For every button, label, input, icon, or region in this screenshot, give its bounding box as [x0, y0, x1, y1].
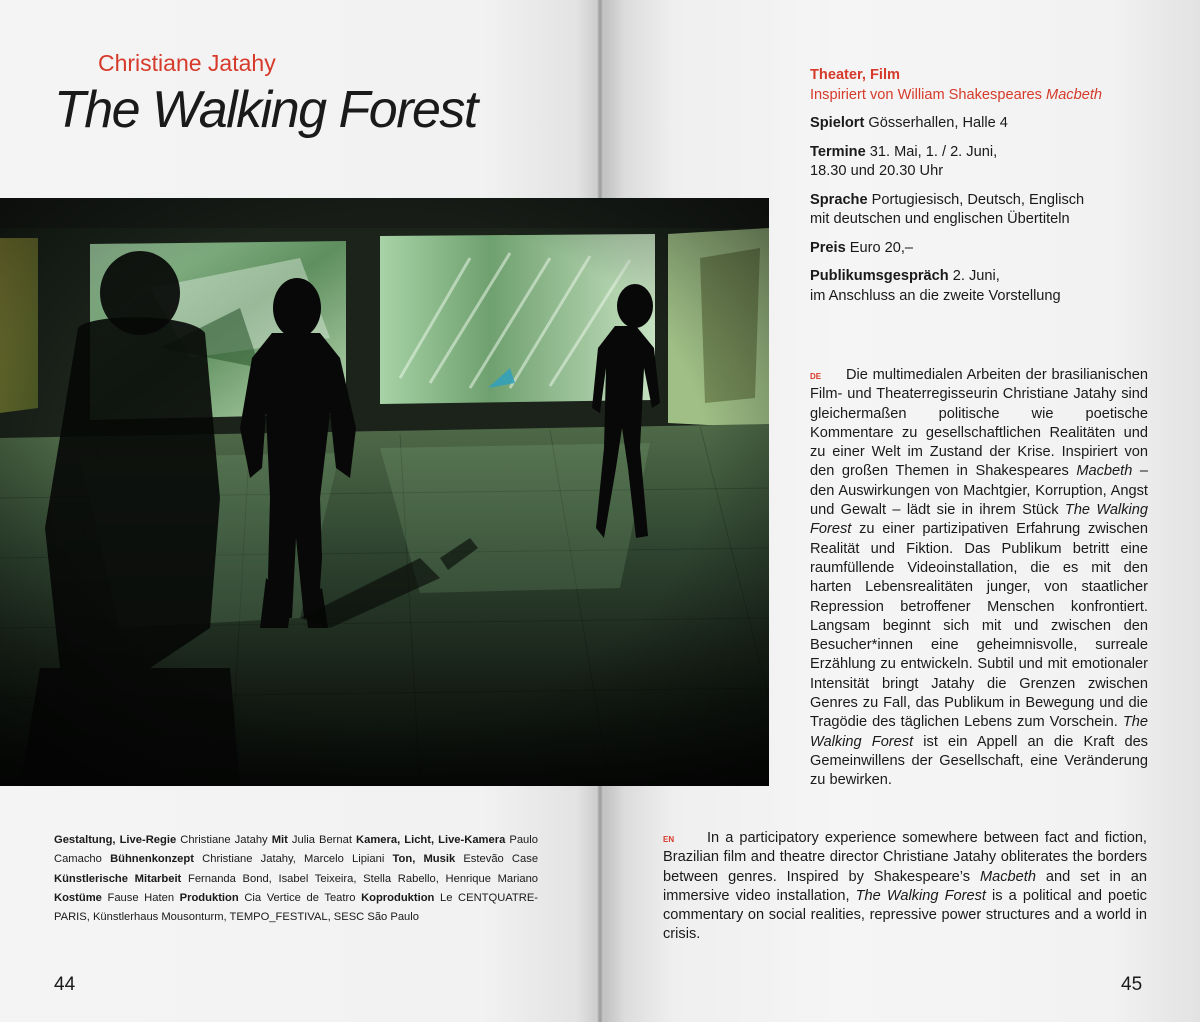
credit-role: Ton, Musik: [392, 853, 456, 866]
credit-role: Mit: [271, 834, 288, 846]
language-label: Sprache: [810, 191, 868, 208]
credit-names: Christiane Jatahy, Marcelo Lipiani: [202, 853, 385, 866]
talk-value: 2. Juni,: [952, 268, 1000, 284]
credit-names: Julia Bernat: [291, 834, 352, 846]
event-info: [810, 66, 1160, 306]
credit-names: Estevão Case: [463, 853, 539, 866]
credit-names: Fause Haten: [107, 891, 175, 904]
credit-role: Koproduktion: [361, 891, 435, 904]
venue-line: [810, 114, 1160, 134]
text-run: and set in an immersive video installation,: [663, 868, 1147, 904]
english-description-body: [663, 830, 1147, 942]
italic-title-run: Macbeth: [1076, 463, 1133, 480]
language-line-2: mit deutschen und englischen Übertiteln: [810, 211, 1070, 227]
production-title: The Walking Forest: [54, 81, 477, 139]
price-value: Euro 20,–: [849, 239, 914, 256]
price-line: [810, 239, 1160, 259]
text-run: – den Auswirkungen von Machtgier, Korruption, Angst und Gewalt – lädt sie in ihrem Stück: [810, 463, 1149, 519]
text-run: In a participatory experience somewhere between fact and fiction, Brazilian film and theatre director Christiane Jatahy obliterates the borders between genres. Inspired by Shakespeare’s: [663, 830, 1147, 885]
credit-role: Kamera, Licht, Live-Kamera: [356, 834, 506, 846]
dates-value: 31. Mai, 1. / 2. Juni,: [869, 143, 998, 160]
german-description-body: [810, 367, 1148, 788]
inspiration-prefix: Inspiriert von William Shakespeares: [810, 86, 1042, 103]
text-run: ist ein Appell an die Kraft des Gemeinwillens der Gesellschaft, eine Veränderung zu bewirken.: [810, 733, 1148, 789]
italic-title-run: The Walking Forest: [810, 502, 1149, 538]
german-description: [810, 366, 1148, 791]
inspiration-work: Macbeth: [1046, 86, 1103, 103]
language-tag-en: EN: [663, 835, 675, 844]
page-number-left: 44: [54, 974, 76, 995]
credit-names: Cia Vertice de Teatro: [244, 891, 356, 904]
text-run: zu einer partizipativen Erfahrung zwischen Realität und Fiktion. Das Publikum betritt eine raumfüllende Videoinstallation, die es mit den harten Lebensrealitäten junger, von staatlicher Repression betroffener Menschen konfrontiert. Langsam beginnt sich mit und zwischen den Besucher*innen eine geheimnisvolle, surreale Erzählung zu entwickeln. Subtil und mit emotionaler Intensität bringt Jatahy die Grenzen zwischen Genres zu Fall, das Publikum in Bewegung und die Tragödie des täglichen Lebens zum Vorschein.: [810, 521, 1148, 731]
italic-title-run: The Walking Forest: [810, 714, 1148, 750]
production-photo: [0, 198, 769, 786]
inspiration-line: [810, 86, 1160, 106]
italic-title-run: The Walking Forest: [855, 887, 986, 904]
dates-line: [810, 143, 1160, 163]
credits-block: [54, 831, 538, 927]
credit-names: Paulo Camacho: [54, 834, 538, 866]
venue-value: Gösserhallen, Halle 4: [868, 115, 1008, 131]
page-number-right: 45: [1121, 974, 1143, 995]
credit-names: Fernanda Bond, Isabel Teixeira, Stella Rabello, Henrique Mariano: [187, 872, 539, 885]
language-value: Portugiesisch, Deutsch, Englisch: [871, 191, 1085, 208]
credit-role: Gestaltung, Live-Regie: [54, 834, 177, 846]
talk-line: [810, 267, 1160, 287]
credit-names: Christiane Jatahy: [180, 834, 268, 846]
language-line: [810, 191, 1160, 211]
credit-role: Künstlerische Mitarbeit: [54, 872, 182, 885]
credit-role: Bühnenkonzept: [110, 853, 194, 866]
credit-role: Produktion: [179, 891, 239, 904]
genre-label: Theater, Film: [810, 67, 901, 83]
english-description: [663, 829, 1147, 945]
italic-title-run: Macbeth: [979, 868, 1036, 885]
talk-label: Publikumsgespräch: [810, 268, 949, 284]
credit-role: Kostüme: [54, 891, 102, 904]
text-run: Die multimedialen Arbeiten der brasilianischen Film- und Theaterregisseurin Christiane Jatahy sind gleichermaßen politische wie poetische Kommentare zu gesellschaftlichen Realitäten und zu einer Welt im Zustand der Krise. Inspiriert von den großen Themen in Shakespeares: [810, 367, 1148, 480]
venue-label: Spielort: [810, 115, 865, 131]
text-run: is a political and poetic commentary on social realities, repressive power structures and a world in crisis.: [663, 887, 1147, 943]
dates-line-2: 18.30 und 20.30 Uhr: [810, 163, 944, 179]
price-label: Preis: [810, 239, 846, 256]
author-name: Christiane Jatahy: [98, 50, 276, 76]
dates-label: Termine: [810, 143, 866, 160]
credit-names: Le CENTQUATRE-PARIS, Künstlerhaus Mousonturm, TEMPO_FESTIVAL, SESC São Paulo: [54, 891, 539, 924]
language-tag-de: DE: [810, 372, 822, 381]
talk-line-2: im Anschluss an die zweite Vorstellung: [810, 287, 1061, 304]
